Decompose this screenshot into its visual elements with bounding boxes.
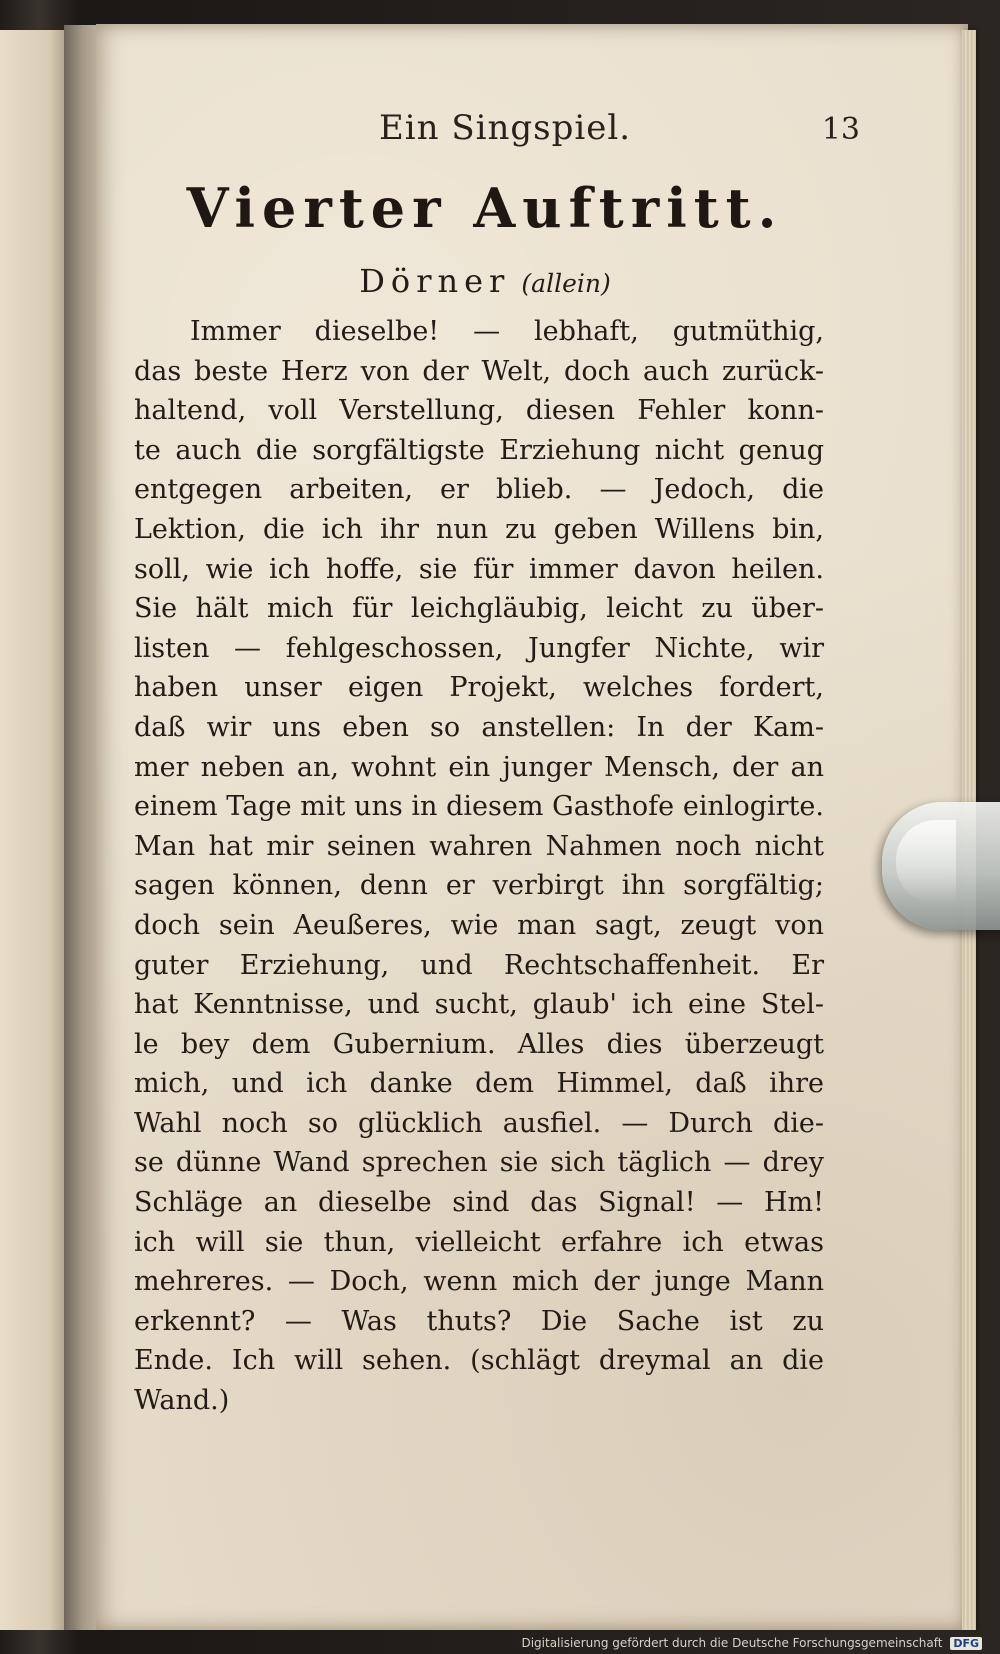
text-line: mehreres. — Doch, wenn mich der junge Mann — [134, 1266, 824, 1298]
text-line: erkennt? — Was thuts? Die Sache ist zu — [134, 1305, 824, 1337]
text-line: sagen können, denn er verbirgt ihn sorgfältig; — [134, 870, 824, 902]
text-line: soll, wie ich hoffe, sie für immer davon heilen. — [134, 553, 824, 585]
text-line: guter Erziehung, und Rechtschaffenheit. Er — [134, 949, 824, 981]
text-line: Man hat mir seinen wahren Nahmen noch nicht — [134, 830, 824, 862]
text-line: te auch die sorgfältigste Erziehung nicht genug — [134, 434, 824, 466]
text-line: mer neben an, wohnt ein junger Mensch, der an — [134, 751, 824, 783]
text-line: Ende. Ich will sehen. (schlägt dreymal an die — [134, 1345, 824, 1377]
text-line: Wand.) — [134, 1385, 230, 1417]
text-line: daß wir uns eben so anstellen: In der Kam- — [134, 711, 824, 743]
text-line: Sie hält mich für leichgläubig, leicht zu über- — [134, 593, 824, 625]
stage-direction: (allein) — [521, 269, 611, 298]
speaker-heading — [150, 262, 820, 300]
speaker-name: Dörner — [359, 262, 511, 300]
text-line: Lektion, die ich ihr nun zu geben Willens bin, — [134, 513, 824, 545]
scene-title: Vierter Auftritt. — [186, 176, 784, 240]
text-line: Wahl noch so glücklich ausfiel. — Durch die- — [134, 1107, 824, 1139]
page-header — [150, 108, 860, 164]
text-line: doch sein Aeußeres, wie man sagt, zeugt von — [134, 909, 824, 941]
text-line: das beste Herz von der Welt, doch auch zurück- — [134, 355, 824, 387]
text-line: se dünne Wand sprechen sie sich täglich — drey — [134, 1147, 824, 1179]
text-line: haltend, voll Verstellung, diesen Fehler konn- — [134, 395, 824, 427]
text-line: einem Tage mit uns in diesem Gasthofe einlogirte. — [134, 791, 824, 823]
dfg-logo: DFG — [950, 1637, 982, 1650]
credit-text: Digitalisierung gefördert durch die Deutsche Forschungsgemeinschaft — [521, 1636, 943, 1650]
text-line: listen — fehlgeschossen, Jungfer Nichte, wir — [134, 632, 824, 664]
text-line: Immer dieselbe! — lebhaft, gutmüthig, — [190, 316, 824, 347]
text-line: ich will sie thun, vielleicht erfahre ich etwas — [134, 1226, 824, 1258]
digitization-credit — [521, 1636, 982, 1650]
text-line: le bey dem Gubernium. Alles dies überzeugt — [134, 1028, 824, 1060]
text-line: entgegen arbeiten, er blieb. — Jedoch, die — [134, 474, 824, 506]
page-number: 13 — [821, 112, 860, 147]
text-line: Schläge an dieselbe sind das Signal! — Hm! — [134, 1187, 824, 1219]
text-line: mich, und ich danke dem Himmel, daß ihre — [134, 1068, 824, 1100]
text-line: haben unser eigen Projekt, welches fordert, — [134, 672, 824, 704]
running-head: Ein Singspiel. — [378, 108, 632, 148]
text-line: hat Kenntnisse, und sucht, glaub' ich eine Stel- — [134, 989, 824, 1021]
monologue-text — [134, 312, 824, 1421]
